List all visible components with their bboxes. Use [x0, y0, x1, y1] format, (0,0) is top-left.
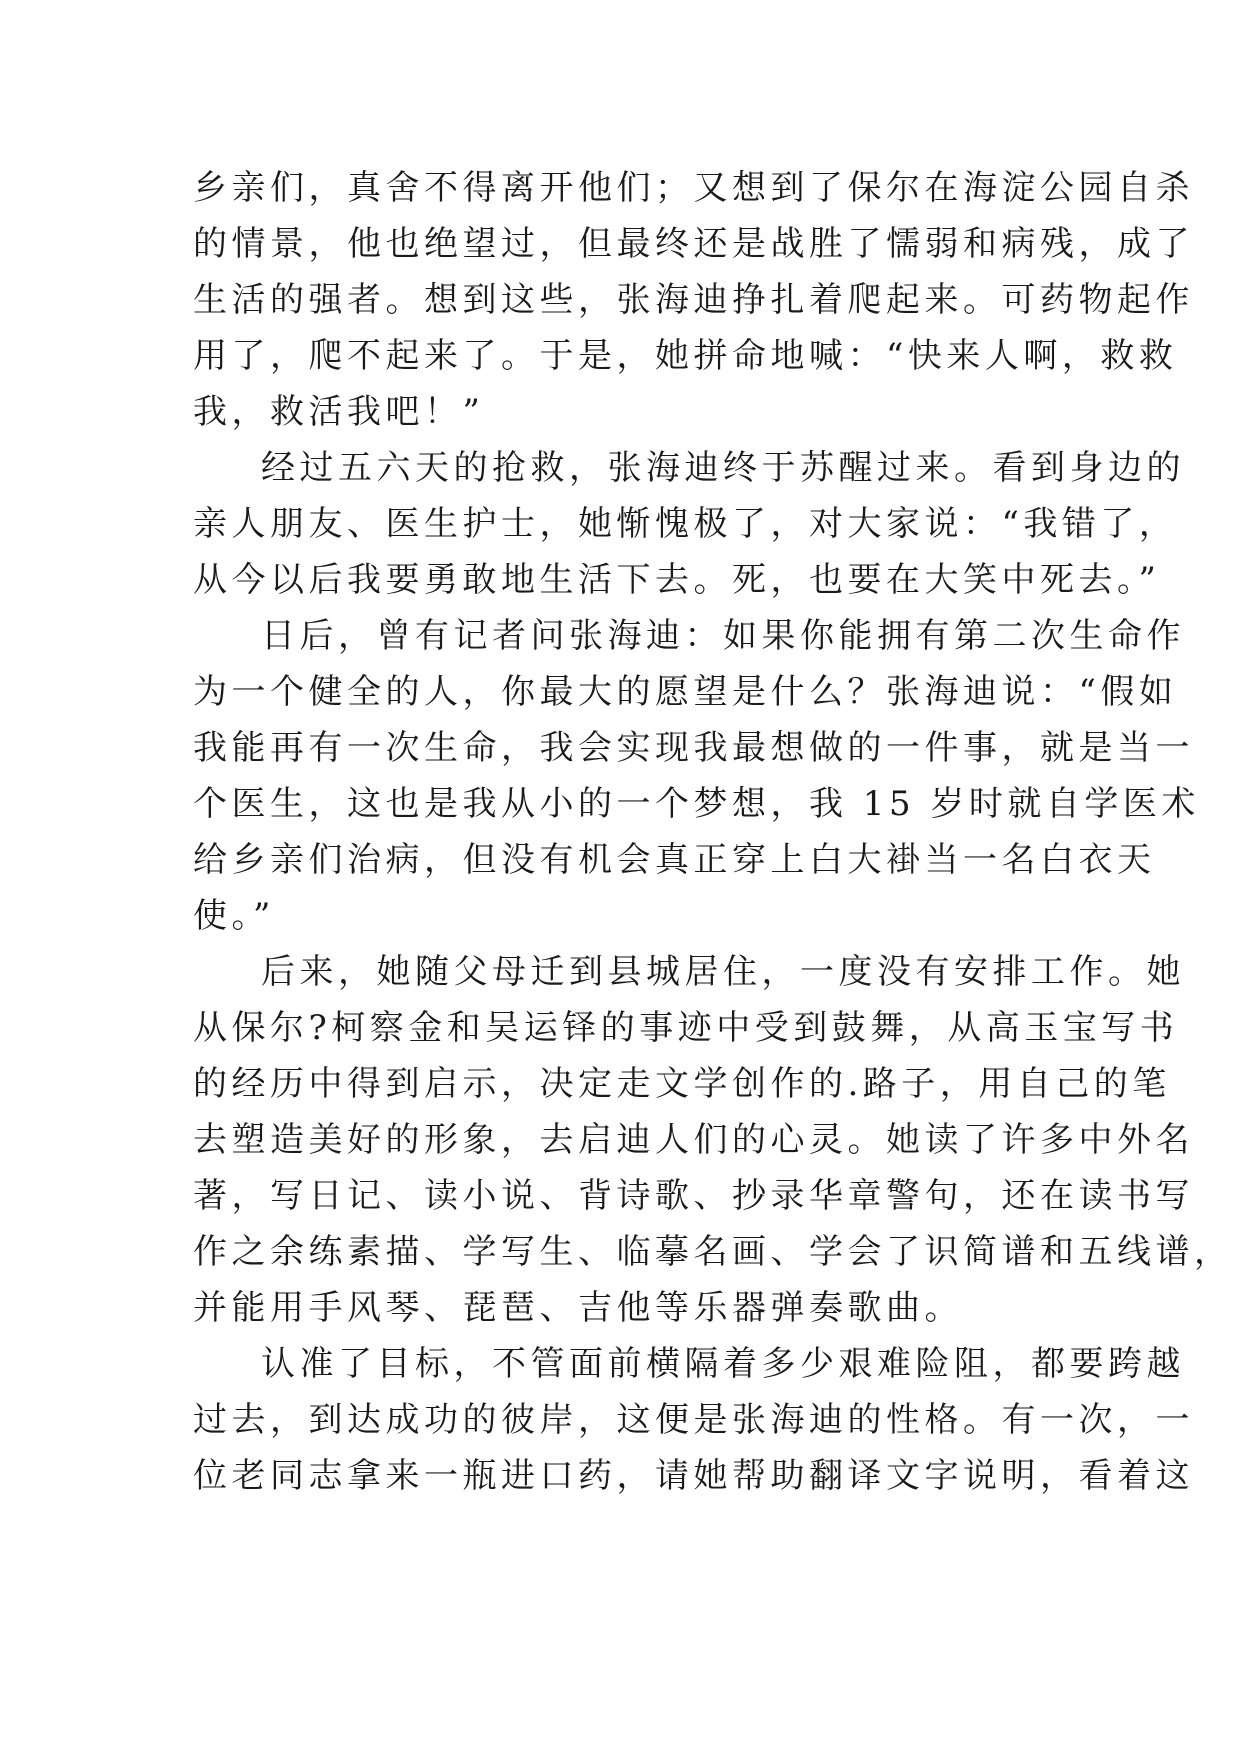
text-line: 作之余练素描、学写生、临摹名画、学会了识简谱和五线谱， — [193, 1232, 1233, 1272]
text-line: 生活的强者。想到这些，张海迪挣扎着爬起来。可药物起作 — [193, 280, 1194, 320]
text-line: 日后，曾有记者问张海迪：如果你能拥有第二次生命作 — [261, 616, 1185, 656]
text-line: 经过五六天的抢救，张海迪终于苏醒过来。看到身边的 — [261, 448, 1185, 488]
text-line: 著，写日记、读小说、背诗歌、抄录华章警句，还在读书写 — [193, 1176, 1194, 1216]
text-line: 为一个健全的人，你最大的愿望是什么？张海迪说：“假如 — [193, 672, 1178, 712]
text-line: 亲人朋友、医生护士，她惭愧极了，对大家说：“我错了， — [193, 504, 1178, 544]
text-line: 认准了目标，不管面前横隔着多少艰难险阻，都要跨越 — [261, 1344, 1185, 1384]
text-line: 去塑造美好的形象，去启迪人们的心灵。她读了许多中外名 — [193, 1120, 1194, 1160]
text-line: 给乡亲们治病，但没有机会真正穿上白大褂当一名白衣天 — [193, 840, 1156, 880]
text-line: 的情景，他也绝望过，但最终还是战胜了懦弱和病残，成了 — [193, 224, 1194, 264]
text-line: 用了，爬不起来了。于是，她拼命地喊：“快来人啊，救救 — [193, 336, 1178, 376]
text-line: 后来，她随父母迁到县城居住，一度没有安排工作。她 — [261, 952, 1185, 992]
text-line: 并能用手风琴、琵琶、吉他等乐器弹奏歌曲。 — [193, 1288, 963, 1328]
text-line: 个医生，这也是我从小的一个梦想，我 15 岁时就自学医术 — [193, 784, 1200, 824]
text-line: 我能再有一次生命，我会实现我最想做的一件事，就是当一 — [193, 728, 1194, 768]
text-line: 位老同志拿来一瓶进口药，请她帮助翻译文字说明，看着这 — [193, 1456, 1194, 1496]
text-line: 过去，到达成功的彼岸，这便是张海迪的性格。有一次，一 — [193, 1400, 1194, 1440]
text-line: 乡亲们，真舍不得离开他们；又想到了保尔在海淀公园自杀 — [193, 168, 1194, 208]
text-line: 从保尔?柯察金和吴运铎的事迹中受到鼓舞，从高玉宝写书 — [193, 1008, 1179, 1048]
text-line: 的经历中得到启示，决定走文学创作的.路子，用自己的笔 — [193, 1064, 1171, 1104]
document-body-text — [193, 160, 1233, 1504]
text-line: 我，救活我吧！” — [193, 392, 485, 432]
text-line: 使。” — [193, 896, 275, 936]
text-line: 从今以后我要勇敢地生活下去。死，也要在大笑中死去。” — [193, 560, 1161, 600]
